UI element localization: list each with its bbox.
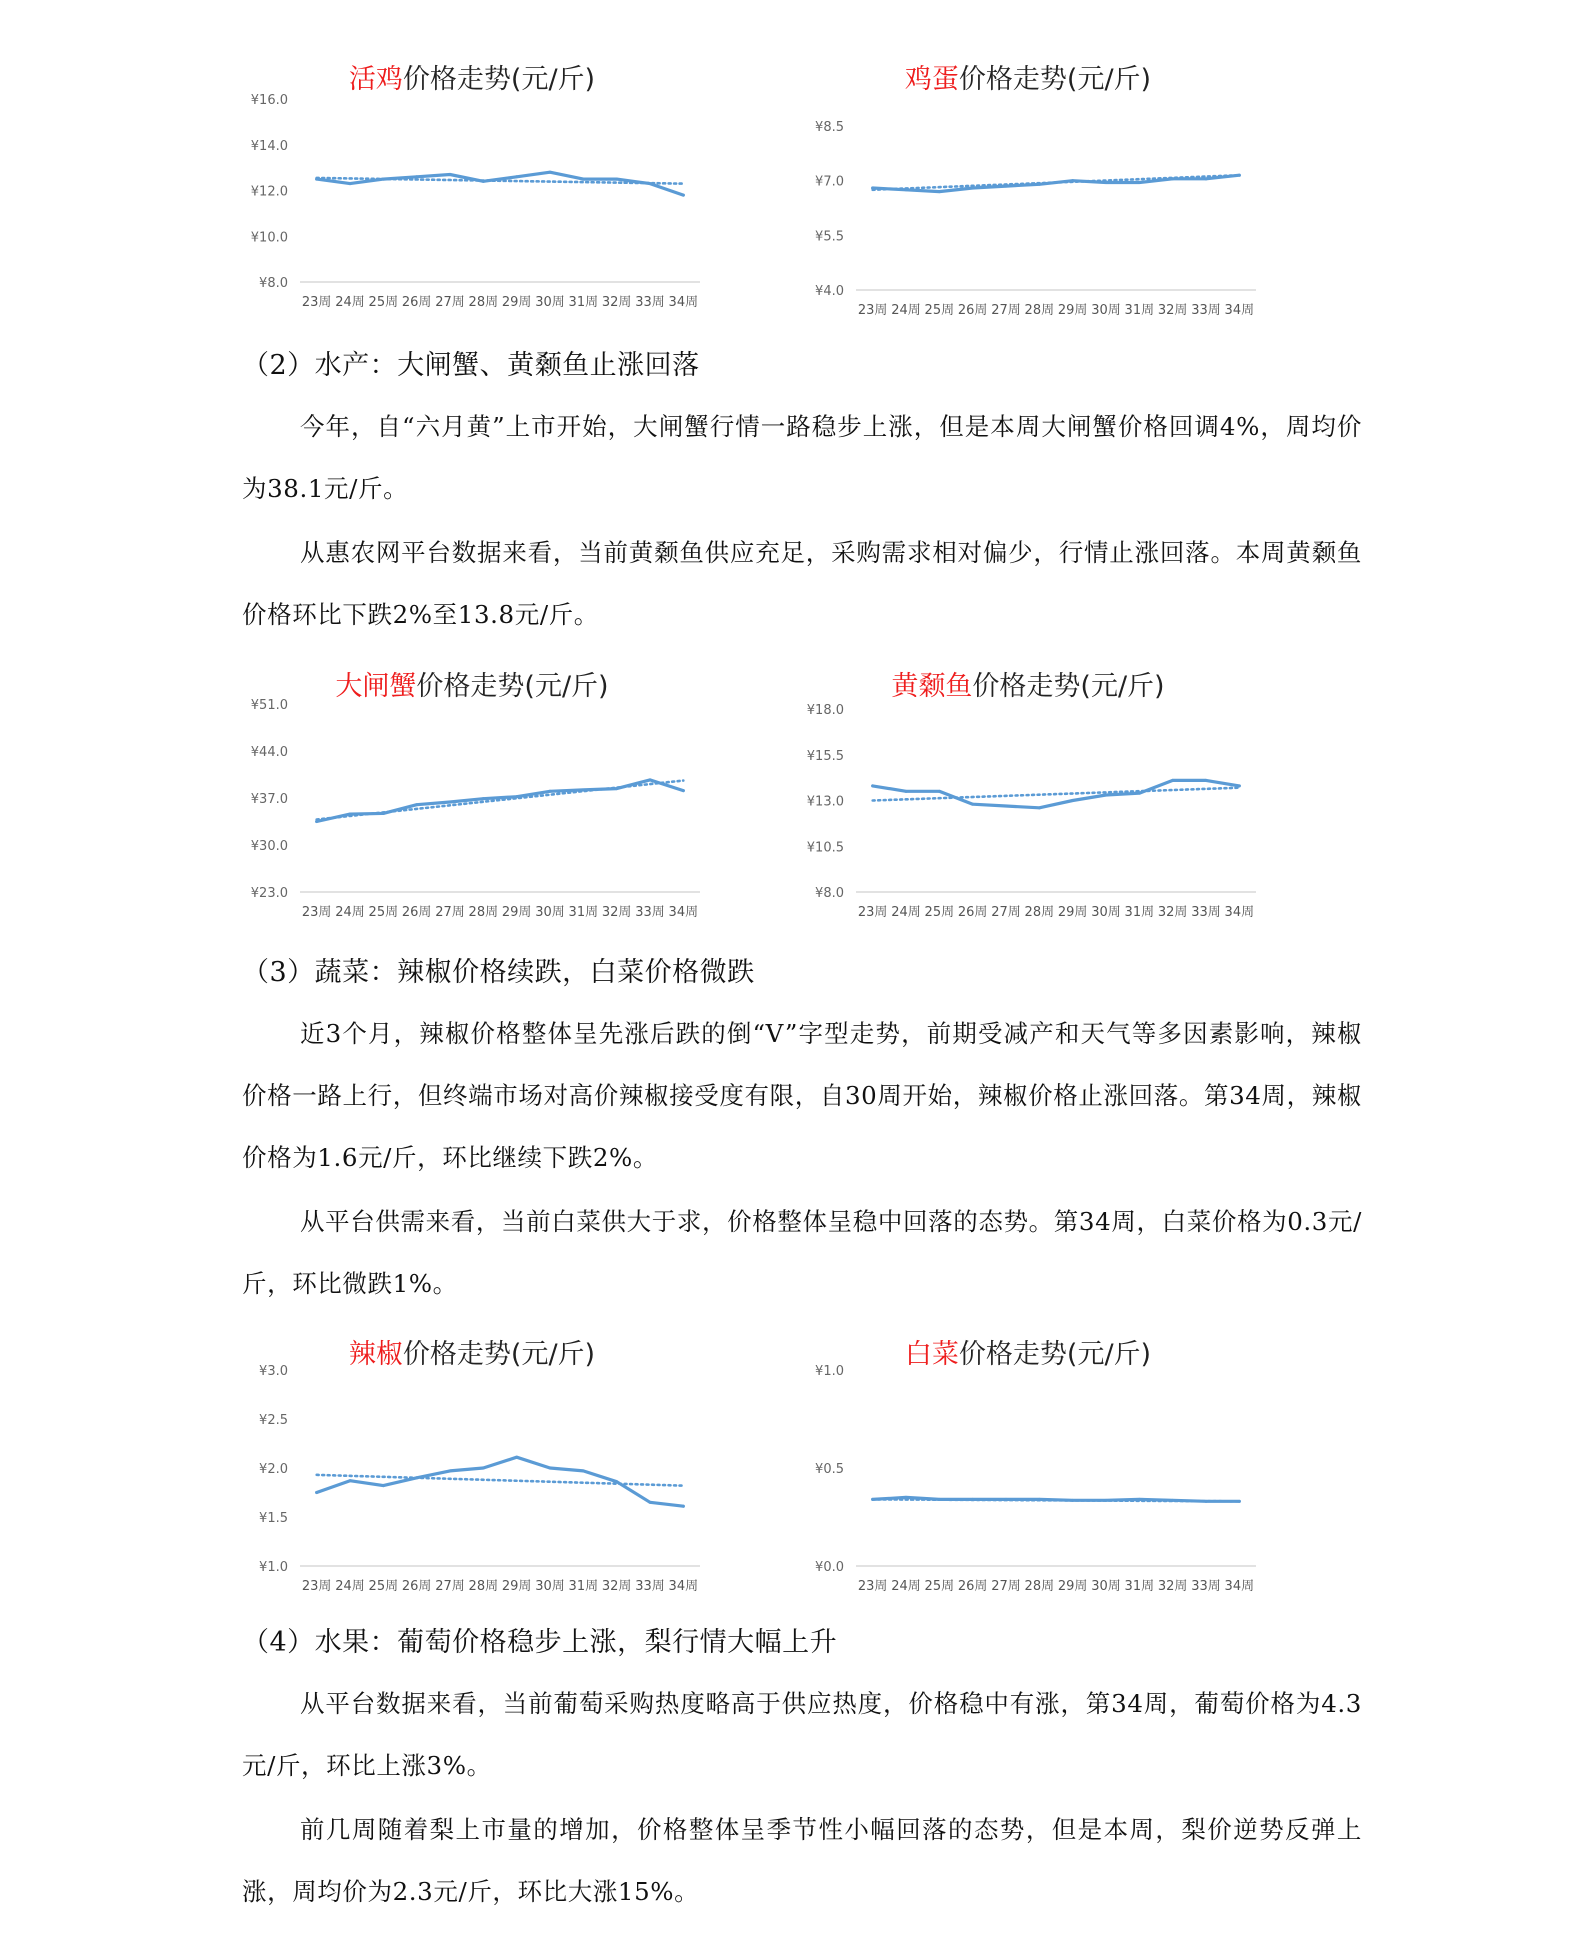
x-tick-label: 26周 xyxy=(401,1579,432,1594)
x-tick-label: 34周 xyxy=(668,1579,699,1594)
chart-plot xyxy=(798,662,1258,927)
x-tick-label: 32周 xyxy=(1157,303,1188,318)
paragraph: 今年，自“六月黄”上市开始，大闸蟹行情一路稳步上涨，但是本周大闸蟹价格回调4%，周均价为38.1元/斤。 xyxy=(242,412,1362,503)
data-point xyxy=(349,1479,352,1482)
data-point xyxy=(938,190,941,193)
data-point xyxy=(1205,177,1208,180)
y-tick-label: ¥0.0 xyxy=(815,1560,844,1575)
y-tick-label: ¥7.0 xyxy=(815,174,844,190)
data-point xyxy=(482,180,485,183)
x-tick-label: 30周 xyxy=(1091,303,1121,318)
data-point xyxy=(582,1469,585,1472)
x-tick-label: 33周 xyxy=(1191,1579,1221,1594)
x-tick-label: 32周 xyxy=(601,295,632,310)
x-tick-label: 27周 xyxy=(991,303,1021,318)
paragraph: 前几周随着梨上市量的增加，价格整体呈季节性小幅回落的态势，但是本周，梨价逆势反弹上涨，周均价为2.3元/斤，环比大涨15%。 xyxy=(242,1815,1362,1906)
x-tick-label: 33周 xyxy=(1191,905,1221,920)
x-tick-label: 27周 xyxy=(435,295,465,310)
x-tick-label: 23周 xyxy=(301,1579,332,1594)
x-tick-label: 34周 xyxy=(1224,1579,1255,1594)
x-tick-label: 28周 xyxy=(1024,1579,1055,1594)
data-point xyxy=(349,813,352,816)
data-point xyxy=(449,801,452,804)
x-tick-label: 27周 xyxy=(435,1579,465,1594)
y-tick-label: ¥37.0 xyxy=(250,792,288,807)
chart-plot xyxy=(242,662,702,927)
data-point xyxy=(315,178,318,181)
x-tick-label: 34周 xyxy=(1224,905,1255,920)
x-tick-label: 33周 xyxy=(1191,303,1221,318)
section-heading-aquatic: （2）水产：大闸蟹、黄颡鱼止涨回落 xyxy=(242,350,700,381)
x-tick-label: 27周 xyxy=(991,1579,1021,1594)
x-tick-label: 29周 xyxy=(501,1579,532,1594)
data-point xyxy=(582,178,585,181)
data-point xyxy=(582,788,585,791)
y-tick-label: ¥51.0 xyxy=(250,698,288,713)
data-point xyxy=(382,1484,385,1487)
y-tick-label: ¥44.0 xyxy=(250,745,288,760)
x-tick-label: 32周 xyxy=(601,905,632,920)
data-point xyxy=(615,178,618,181)
x-tick-label: 26周 xyxy=(401,295,432,310)
x-tick-label: 28周 xyxy=(468,1579,499,1594)
x-tick-label: 24周 xyxy=(891,303,921,318)
y-tick-label: ¥12.0 xyxy=(250,184,288,200)
data-point xyxy=(1138,181,1141,184)
x-tick-label: 25周 xyxy=(924,905,955,920)
data-point xyxy=(905,790,908,793)
y-tick-label: ¥1.0 xyxy=(815,1364,844,1379)
data-point xyxy=(1038,1498,1041,1501)
chart-chili xyxy=(242,1330,702,1594)
x-tick-label: 26周 xyxy=(957,303,988,318)
chart-title: 辣椒价格走势(元/斤) xyxy=(348,1339,596,1370)
data-point xyxy=(905,188,908,191)
data-point xyxy=(649,778,652,781)
y-tick-label: ¥14.0 xyxy=(250,138,288,154)
chart-title: 黄颡鱼价格走势(元/斤) xyxy=(891,671,1165,702)
x-tick-label: 31周 xyxy=(1124,303,1155,318)
y-tick-label: ¥8.5 xyxy=(815,120,844,135)
x-tick-label: 34周 xyxy=(1224,303,1255,318)
data-point xyxy=(382,812,385,815)
data-point xyxy=(938,790,941,793)
data-point xyxy=(449,1469,452,1472)
x-tick-label: 28周 xyxy=(1024,905,1055,920)
data-point xyxy=(1205,779,1208,782)
y-tick-label: ¥1.5 xyxy=(259,1511,288,1526)
data-point xyxy=(971,186,974,189)
data-point xyxy=(871,186,874,189)
data-point xyxy=(415,1476,418,1479)
y-tick-label: ¥10.0 xyxy=(250,230,288,246)
x-tick-label: 32周 xyxy=(1157,1579,1188,1594)
x-tick-label: 25周 xyxy=(368,1579,399,1594)
data-point xyxy=(349,182,352,185)
x-tick-label: 23周 xyxy=(857,1579,888,1594)
x-tick-label: 33周 xyxy=(635,1579,665,1594)
x-tick-label: 32周 xyxy=(1157,905,1188,920)
data-point xyxy=(1005,804,1008,807)
section-heading-fruit: （4）水果：葡萄价格稳步上涨，梨行情大幅上升 xyxy=(242,1627,838,1658)
y-tick-label: ¥1.0 xyxy=(259,1560,288,1575)
data-point xyxy=(315,1491,318,1494)
chart-title: 活鸡价格走势(元/斤) xyxy=(348,64,596,95)
chart-plot xyxy=(798,1330,1258,1595)
data-point xyxy=(1238,174,1241,177)
x-tick-label: 31周 xyxy=(568,905,599,920)
y-tick-label: ¥5.5 xyxy=(815,229,844,245)
data-point xyxy=(1038,183,1041,186)
data-point xyxy=(615,787,618,790)
x-tick-label: 30周 xyxy=(1091,905,1121,920)
y-tick-label: ¥8.0 xyxy=(815,886,844,901)
chart-egg xyxy=(798,55,1258,318)
data-point xyxy=(682,194,685,197)
data-point xyxy=(682,1505,685,1508)
y-tick-label: ¥8.0 xyxy=(259,276,288,291)
data-point xyxy=(549,790,552,793)
x-tick-label: 23周 xyxy=(301,295,332,310)
trend-line xyxy=(873,788,1240,801)
data-point xyxy=(1071,799,1074,802)
x-tick-label: 29周 xyxy=(501,295,532,310)
data-point xyxy=(515,175,518,178)
x-tick-label: 31周 xyxy=(1124,905,1155,920)
x-tick-label: 28周 xyxy=(1024,303,1055,318)
y-tick-label: ¥15.5 xyxy=(806,748,844,764)
paragraph: 从平台数据来看，当前葡萄采购热度略高于供应热度，价格稳中有涨，第34周，葡萄价格为4.3元/斤，环比上涨3%。 xyxy=(242,1689,1362,1780)
x-tick-label: 30周 xyxy=(1091,1579,1121,1594)
y-tick-label: ¥0.5 xyxy=(815,1462,844,1477)
x-tick-label: 33周 xyxy=(635,905,665,920)
x-tick-label: 24周 xyxy=(891,1579,921,1594)
data-point xyxy=(971,1498,974,1501)
data-point xyxy=(1238,784,1241,787)
data-point xyxy=(1071,1499,1074,1502)
paragraph: 近3个月，辣椒价格整体呈先涨后跌的倒“V”字型走势，前期受减产和天气等多因素影响，辣椒价格一路上行，但终端市场对高价辣椒接受度有限，自30周开始，辣椒价格止涨回落。第34周，辣椒价格为1.6元/斤，环比继续下跌2%。 xyxy=(242,1019,1362,1172)
series-line xyxy=(317,1457,684,1506)
x-tick-label: 25周 xyxy=(924,1579,955,1594)
x-tick-label: 24周 xyxy=(335,905,365,920)
x-tick-label: 31周 xyxy=(568,295,599,310)
data-point xyxy=(1071,179,1074,182)
data-point xyxy=(1205,1500,1208,1503)
data-point xyxy=(871,784,874,787)
paragraph: 从平台供需来看，当前白菜供大于求，价格整体呈稳中回落的态势。第34周，白菜价格为0.3元/斤，环比微跌1%。 xyxy=(242,1207,1362,1298)
x-tick-label: 25周 xyxy=(368,295,399,310)
data-point xyxy=(682,789,685,792)
paragraph: 从惠农网平台数据来看，当前黄颡鱼供应充足，采购需求相对偏少，行情止涨回落。本周黄颡鱼价格环比下跌2%至13.8元/斤。 xyxy=(242,538,1362,629)
chart-title: 鸡蛋价格走势(元/斤) xyxy=(904,64,1152,95)
data-point xyxy=(1005,1498,1008,1501)
data-point xyxy=(905,1496,908,1499)
x-tick-label: 24周 xyxy=(891,905,921,920)
data-point xyxy=(615,1480,618,1483)
data-point xyxy=(549,171,552,174)
data-point xyxy=(1138,1498,1141,1501)
series-line xyxy=(873,175,1240,191)
data-point xyxy=(1138,792,1141,795)
x-tick-label: 24周 xyxy=(335,1579,365,1594)
x-tick-label: 29周 xyxy=(1057,905,1088,920)
data-point xyxy=(1171,177,1174,180)
data-point xyxy=(315,820,318,823)
y-tick-label: ¥10.5 xyxy=(806,840,844,856)
x-tick-label: 25周 xyxy=(924,303,955,318)
data-point xyxy=(415,803,418,806)
y-tick-label: ¥13.0 xyxy=(806,794,844,810)
chart-title: 大闸蟹价格走势(元/斤) xyxy=(335,671,609,702)
data-point xyxy=(382,178,385,181)
data-point xyxy=(515,1456,518,1459)
chart-yellow-croaker xyxy=(798,662,1258,920)
x-tick-label: 34周 xyxy=(668,905,699,920)
data-point xyxy=(1171,1499,1174,1502)
chart-plot xyxy=(242,1330,702,1595)
series-line xyxy=(317,172,684,195)
x-tick-label: 30周 xyxy=(535,1579,565,1594)
x-tick-label: 30周 xyxy=(535,295,565,310)
y-tick-label: ¥3.0 xyxy=(259,1364,288,1379)
x-tick-label: 29周 xyxy=(1057,303,1088,318)
x-tick-label: 33周 xyxy=(635,295,665,310)
data-point xyxy=(971,803,974,806)
x-tick-label: 23周 xyxy=(857,905,888,920)
data-point xyxy=(1171,779,1174,782)
data-point xyxy=(1038,806,1041,809)
x-tick-label: 31周 xyxy=(1124,1579,1155,1594)
chart-title: 白菜价格走势(元/斤) xyxy=(904,1339,1152,1370)
chart-hairy-crab xyxy=(242,662,702,920)
data-point xyxy=(549,1467,552,1470)
y-tick-label: ¥30.0 xyxy=(250,839,288,854)
y-tick-label: ¥2.0 xyxy=(259,1462,288,1477)
x-tick-label: 26周 xyxy=(957,905,988,920)
data-point xyxy=(871,1498,874,1501)
data-point xyxy=(938,1498,941,1501)
data-point xyxy=(649,182,652,185)
y-tick-label: ¥4.0 xyxy=(815,284,844,299)
chart-cabbage xyxy=(798,1330,1258,1594)
x-tick-label: 34周 xyxy=(668,295,699,310)
x-tick-label: 28周 xyxy=(468,905,499,920)
data-point xyxy=(449,173,452,176)
data-point xyxy=(649,1501,652,1504)
x-tick-label: 29周 xyxy=(501,905,532,920)
chart-plot xyxy=(242,55,702,320)
chart-live-chicken xyxy=(242,55,702,310)
x-tick-label: 27周 xyxy=(435,905,465,920)
x-tick-label: 32周 xyxy=(601,1579,632,1594)
y-tick-label: ¥18.0 xyxy=(806,703,844,718)
x-tick-label: 23周 xyxy=(857,303,888,318)
y-tick-label: ¥2.5 xyxy=(259,1413,288,1428)
x-tick-label: 23周 xyxy=(301,905,332,920)
data-point xyxy=(482,797,485,800)
x-tick-label: 26周 xyxy=(401,905,432,920)
data-point xyxy=(1238,1500,1241,1503)
x-tick-label: 30周 xyxy=(535,905,565,920)
data-point xyxy=(1105,1499,1108,1502)
data-point xyxy=(1105,181,1108,184)
x-tick-label: 28周 xyxy=(468,295,499,310)
data-point xyxy=(1005,185,1008,188)
data-point xyxy=(1105,794,1108,797)
data-point xyxy=(515,795,518,798)
data-point xyxy=(482,1467,485,1470)
x-tick-label: 25周 xyxy=(368,905,399,920)
x-tick-label: 26周 xyxy=(957,1579,988,1594)
x-tick-label: 31周 xyxy=(568,1579,599,1594)
x-tick-label: 29周 xyxy=(1057,1579,1088,1594)
y-tick-label: ¥16.0 xyxy=(250,93,288,108)
x-tick-label: 24周 xyxy=(335,295,365,310)
y-tick-label: ¥23.0 xyxy=(250,886,288,901)
x-tick-label: 27周 xyxy=(991,905,1021,920)
section-heading-vegetable: （3）蔬菜：辣椒价格续跌，白菜价格微跌 xyxy=(242,957,755,988)
data-point xyxy=(415,175,418,178)
chart-plot xyxy=(798,55,1258,320)
